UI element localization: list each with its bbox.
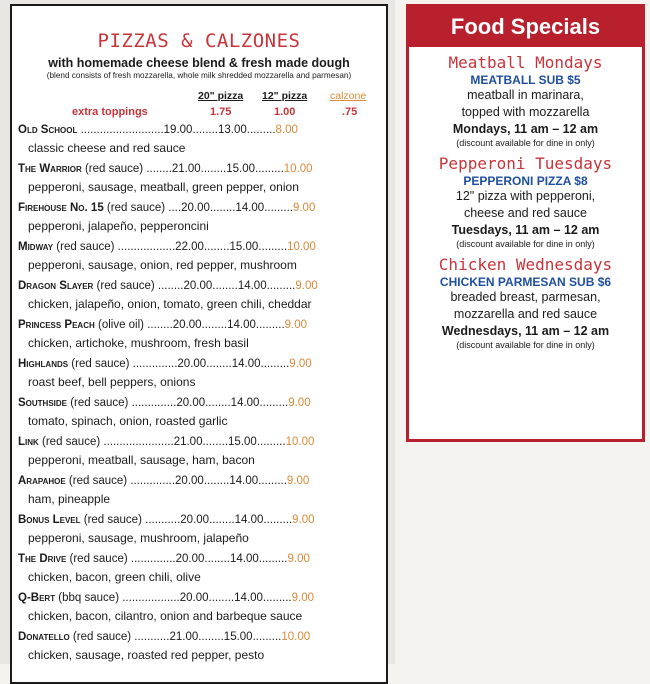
toppings-large-price: 1.75	[210, 106, 232, 118]
price-medium: 14.00	[227, 319, 256, 331]
menu-item-sauce: (olive oil)	[97, 319, 144, 331]
toppings-calzone-price: .75	[342, 106, 358, 118]
leader-dots: ..............	[130, 553, 176, 565]
menu-item	[18, 473, 358, 512]
menu-item-description: pepperoni, meatball, sausage, ham, bacon	[28, 453, 255, 467]
leader-dots: ........	[198, 631, 224, 643]
leader-dots: ........	[204, 553, 230, 565]
leader-dots: .........	[259, 397, 289, 409]
leader-dots: ..................	[122, 592, 180, 604]
special-time: Tuesdays, 11 am – 12 am	[451, 223, 600, 237]
price-medium: 14.00	[229, 553, 259, 565]
menu-item-sauce: (red sauce)	[68, 475, 128, 487]
price-medium: 15.00	[223, 631, 253, 643]
menu-item-price-line	[18, 161, 358, 178]
price-medium: 15.00	[228, 436, 257, 448]
price-large: 20.00	[175, 475, 204, 487]
price-calzone: 10.00	[283, 163, 313, 175]
menu-item	[18, 161, 358, 200]
menu-item	[18, 629, 358, 668]
leader-dots: ........	[209, 514, 235, 526]
menu-item-description: ham, pineapple	[28, 492, 111, 506]
leader-dots: .........	[256, 436, 286, 448]
leader-dots: ........	[208, 592, 235, 604]
menu-item-description: tomato, spinach, onion, roasted garlic	[28, 414, 228, 428]
menu-item-description: pepperoni, sausage, mushroom, jalapeño	[28, 531, 249, 545]
special-description: cheese and red sauce	[463, 206, 587, 220]
price-large: 21.00	[173, 436, 203, 448]
leader-dots: ........	[157, 280, 184, 292]
menu-item	[18, 122, 358, 161]
price-calzone: 9.00	[287, 553, 310, 565]
menu-item-name: Dragon Slayer	[18, 280, 94, 292]
leader-dots: .........	[264, 202, 293, 214]
price-medium: 14.00	[234, 592, 263, 604]
menu-item-price-line	[18, 317, 358, 334]
menu-item-name: Highlands	[18, 358, 69, 370]
leader-dots: .........	[258, 241, 288, 253]
price-large: 19.00	[163, 124, 193, 136]
leader-dots: ........	[201, 319, 228, 331]
price-calzone: 10.00	[281, 631, 311, 643]
menu-item-description: pepperoni, sausage, onion, red pepper, mushroom	[28, 258, 297, 272]
menu-item	[18, 239, 358, 278]
leader-dots: .........	[252, 631, 282, 643]
menu-item-price-line	[18, 551, 358, 568]
menu-item-description: chicken, bacon, cilantro, onion and barbeque sauce	[28, 609, 303, 623]
menu-item	[18, 395, 358, 434]
menu-item-sauce: (red sauce)	[96, 280, 155, 292]
leader-dots: ........	[209, 202, 236, 214]
leader-dots: ..............	[131, 397, 177, 409]
price-medium: 14.00	[229, 475, 259, 487]
menu-item-name: Firehouse No. 15	[18, 202, 104, 214]
size-medium-header: 12" pizza	[262, 90, 308, 102]
leader-dots: ........	[205, 397, 231, 409]
food-specials-panel	[406, 4, 645, 442]
menu-item-name: The Drive	[18, 553, 67, 565]
menu-item-price-line	[18, 122, 358, 139]
menu-item-price-line	[18, 278, 358, 295]
menu-item	[18, 551, 358, 590]
menu-item-name: Southside	[18, 397, 68, 409]
menu-item-description: roast beef, bell peppers, onions	[28, 375, 196, 389]
leader-dots: ........	[202, 436, 229, 448]
menu-item-name: Donatello	[18, 631, 70, 643]
menu-item	[18, 590, 358, 629]
menu-item-description: chicken, jalapeño, onion, tomato, green chili, cheddar	[28, 297, 312, 311]
menu-item	[18, 512, 358, 551]
menu-items-list	[18, 122, 358, 668]
menu-item-sauce: (bbq sauce)	[58, 592, 120, 604]
menu-item-sauce: (red sauce)	[56, 241, 115, 253]
special-block	[409, 53, 642, 148]
leader-dots: ........	[203, 241, 230, 253]
menu-item-price-line	[18, 434, 358, 451]
price-large: 20.00	[175, 553, 205, 565]
specials-list	[409, 53, 642, 350]
price-large: 20.00	[181, 202, 210, 214]
size-calzone-header: calzone	[330, 90, 367, 102]
leader-dots: ...........	[134, 631, 170, 643]
special-time: Mondays, 11 am – 12 am	[452, 122, 599, 136]
special-title: Pepperoni Tuesdays	[438, 154, 613, 173]
special-block	[409, 255, 642, 350]
menu-item-sauce: (red sauce)	[72, 631, 132, 643]
menu-item-name: Old School	[18, 124, 78, 136]
menu-item-name: The Warrior	[18, 163, 82, 175]
special-time: Wednesdays, 11 am – 12 am	[441, 324, 610, 338]
menu-item	[18, 434, 358, 473]
special-discount-note: (discount available for dine in only)	[456, 340, 595, 350]
leader-dots: ..............	[132, 358, 178, 370]
extra-toppings-label: extra toppings	[72, 106, 148, 118]
leader-dots: .........	[246, 124, 276, 136]
price-large: 22.00	[175, 241, 204, 253]
menu-item-description: chicken, sausage, roasted red pepper, pesto	[28, 648, 265, 662]
price-medium: 14.00	[235, 202, 265, 214]
menu-item	[18, 317, 358, 356]
menu-item-price-line	[18, 395, 358, 412]
price-medium: 15.00	[229, 241, 259, 253]
leader-dots: .........	[266, 280, 296, 292]
special-description: breaded breast, parmesan,	[450, 290, 601, 304]
menu-item-name: Princess Peach	[18, 319, 95, 331]
leader-dots: ........	[147, 319, 173, 331]
special-discount-note: (discount available for dine in only)	[456, 239, 595, 249]
price-calzone: 8.00	[275, 124, 298, 136]
special-item-name: PEPPERONI PIZZA $8	[463, 174, 588, 188]
price-large: 21.00	[171, 163, 201, 175]
menu-item-price-line	[18, 512, 358, 529]
price-medium: 15.00	[226, 163, 256, 175]
special-description: meatball in marinara,	[467, 88, 584, 102]
leader-dots: ........	[200, 163, 227, 175]
leader-dots: ........	[203, 475, 230, 487]
menu-item-price-line	[18, 356, 358, 373]
menu-item	[18, 200, 358, 239]
price-medium: 14.00	[230, 397, 260, 409]
menu-item-description: chicken, artichoke, mushroom, fresh basil	[28, 336, 249, 350]
menu-item-name: Link	[18, 436, 39, 448]
price-medium: 14.00	[231, 358, 261, 370]
price-large: 20.00	[179, 592, 209, 604]
leader-dots: .........	[258, 475, 287, 487]
menu-item-sauce: (red sauce)	[70, 397, 129, 409]
leader-dots: .........	[255, 163, 284, 175]
size-header-row	[12, 90, 386, 106]
extra-toppings-row	[12, 106, 386, 122]
leader-dots: .........	[263, 514, 293, 526]
leader-dots: ..........................	[80, 124, 164, 136]
price-calzone: 9.00	[288, 397, 311, 409]
special-description: 12" pizza with pepperoni,	[455, 189, 596, 203]
menu-item-price-line	[18, 239, 358, 256]
price-calzone: 9.00	[291, 592, 315, 604]
leader-dots: ........	[192, 124, 218, 136]
leader-dots: .........	[260, 358, 290, 370]
price-large: 20.00	[172, 319, 202, 331]
leader-dots: ...........	[145, 514, 181, 526]
price-large: 21.00	[169, 631, 199, 643]
leader-dots: .........	[255, 319, 285, 331]
menu-item	[18, 278, 358, 317]
menu-item	[18, 356, 358, 395]
cheese-blend-note: (blend consists of fresh mozzarella, whole milk shredded mozzarella and parmesan)	[46, 71, 352, 80]
specials-header: Food Specials	[409, 7, 642, 47]
menu-item-sauce: (red sauce)	[69, 553, 128, 565]
size-large-header: 20" pizza	[198, 90, 244, 102]
special-block	[409, 154, 642, 249]
menu-item-name: Midway	[18, 241, 54, 253]
toppings-medium-price: 1.00	[274, 106, 296, 118]
menu-title: PIZZAS & CALZONES	[97, 30, 301, 52]
leader-dots: ......................	[103, 436, 174, 448]
special-title: Meatball Mondays	[448, 53, 603, 72]
price-large: 20.00	[180, 514, 210, 526]
price-calzone: 9.00	[289, 358, 312, 370]
menu-item-sauce: (red sauce)	[84, 163, 144, 175]
leader-dots: .........	[262, 592, 292, 604]
price-large: 20.00	[177, 358, 207, 370]
price-medium: 13.00	[218, 124, 247, 136]
menu-item-price-line	[18, 473, 358, 490]
menu-item-price-line	[18, 590, 358, 607]
price-medium: 14.00	[234, 514, 264, 526]
special-item-name: MEATBALL SUB $5	[470, 73, 581, 87]
menu-item-description: pepperoni, jalapeño, pepperoncini	[28, 219, 209, 233]
menu-item-name: Arapahoe	[18, 475, 66, 487]
menu-item-name: Q-Bert	[18, 592, 56, 604]
price-calzone: 9.00	[284, 319, 308, 331]
leader-dots: ........	[212, 280, 238, 292]
price-calzone: 9.00	[295, 280, 318, 292]
special-title: Chicken Wednesdays	[438, 255, 613, 274]
menu-item-sauce: (red sauce)	[71, 358, 130, 370]
leader-dots: .........	[258, 553, 288, 565]
leader-dots: ........	[206, 358, 232, 370]
menu-item-description: chicken, bacon, green chili, olive	[28, 570, 201, 584]
special-description: mozzarella and red sauce	[453, 307, 598, 321]
menu-item-price-line	[18, 629, 358, 646]
menu-item-sauce: (red sauce)	[106, 202, 166, 214]
leader-dots: ....	[168, 202, 182, 214]
menu-item-sauce: (red sauce)	[42, 436, 101, 448]
price-calzone: 9.00	[292, 202, 316, 214]
price-calzone: 10.00	[285, 436, 315, 448]
menu-item-price-line	[18, 200, 358, 217]
price-calzone: 9.00	[286, 475, 310, 487]
price-calzone: 9.00	[292, 514, 315, 526]
price-medium: 14.00	[237, 280, 267, 292]
menu-item-sauce: (red sauce)	[83, 514, 142, 526]
menu-item-description: pepperoni, sausage, meatball, green pepper, onion	[28, 180, 299, 194]
menu-item-description: classic cheese and red sauce	[28, 141, 186, 155]
menu-subtitle: with homemade cheese blend & fresh made dough	[48, 56, 350, 70]
price-calzone: 10.00	[287, 241, 316, 253]
menu-item-name: Bonus Level	[18, 514, 81, 526]
special-description: topped with mozzarella	[461, 105, 590, 119]
price-large: 20.00	[176, 397, 206, 409]
price-large: 20.00	[183, 280, 213, 292]
leader-dots: ........	[146, 163, 172, 175]
special-item-name: CHICKEN PARMESAN SUB $6	[439, 275, 612, 289]
leader-dots: ..............	[130, 475, 176, 487]
leader-dots: ..................	[117, 241, 176, 253]
special-discount-note: (discount available for dine in only)	[456, 138, 595, 148]
